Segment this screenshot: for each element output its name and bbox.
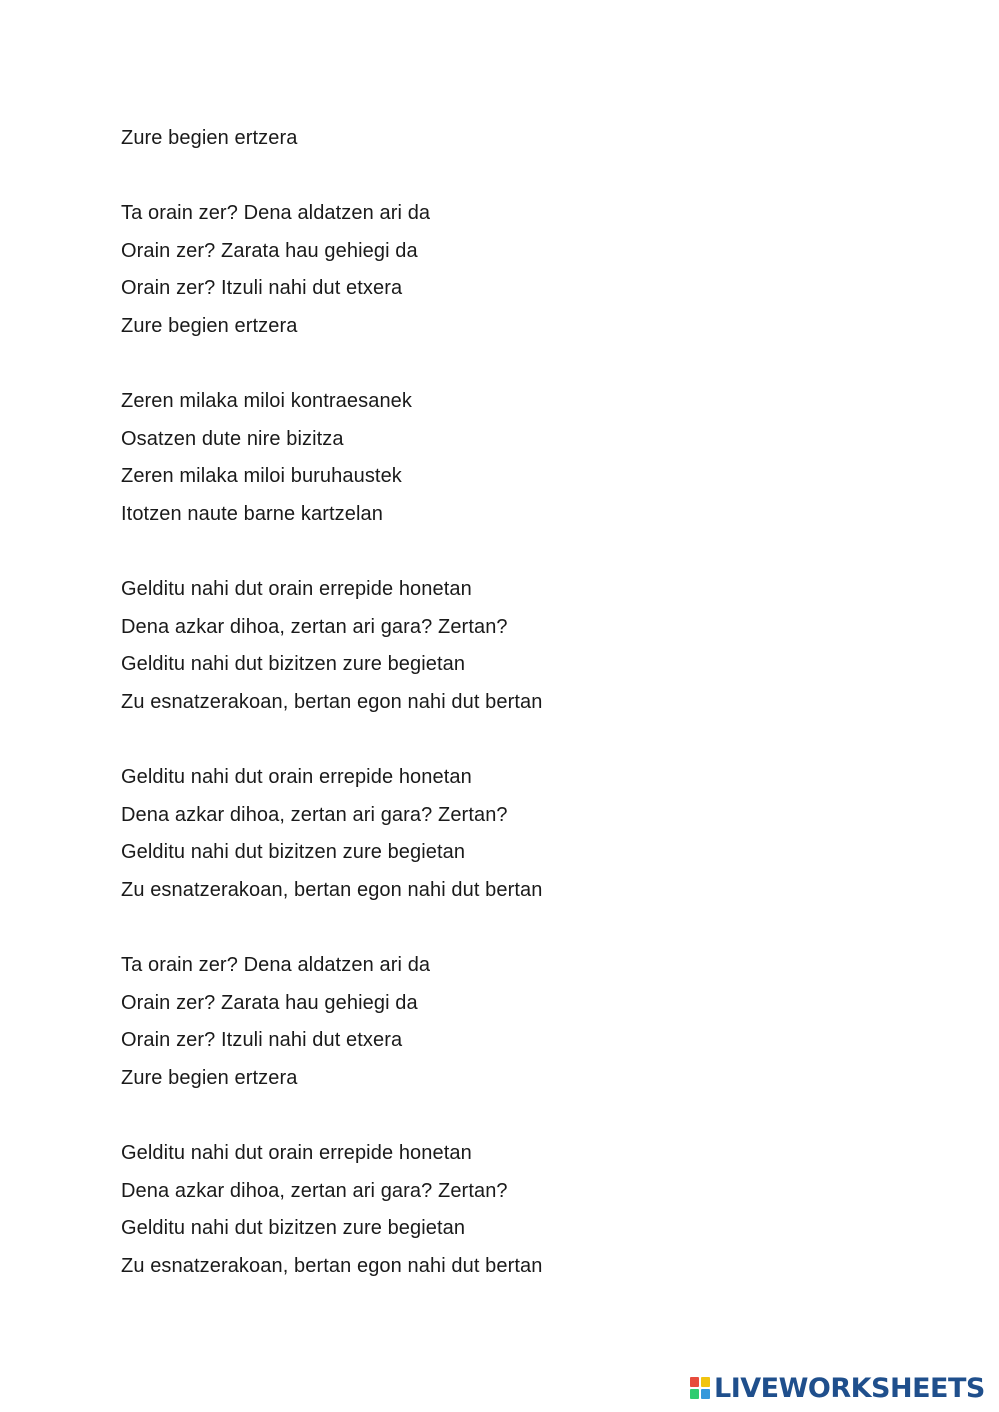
logo-mark-square xyxy=(701,1377,710,1387)
stanza-gap xyxy=(121,722,881,760)
lyric-line: Ta orain zer? Dena aldatzen ari da xyxy=(121,202,431,225)
lyric-line: Gelditu nahi dut orain errepide honetan xyxy=(121,1142,472,1165)
lyric-line: Orain zer? Itzuli nahi dut etxera xyxy=(121,277,403,300)
lyric-line: Zure begien ertzera xyxy=(121,127,298,149)
lyric-line: Zeren milaka miloi kontraesanek xyxy=(121,390,413,413)
stanza xyxy=(121,195,881,345)
lyric-line: Zu esnatzerakoan, bertan egon nahi dut bertan xyxy=(121,1254,543,1277)
stanza xyxy=(121,947,881,1097)
lyric-line: Zure begien ertzera xyxy=(121,1066,298,1089)
logo-mark-square xyxy=(701,1389,710,1399)
lyric-line: Dena azkar dihoa, zertan ari gara? Zertan? xyxy=(121,803,508,826)
stanza-gap xyxy=(121,1097,881,1135)
stanza-gap xyxy=(121,534,881,572)
lyric-line: Gelditu nahi dut bizitzen zure begietan xyxy=(121,1217,466,1240)
lyric-line: Zu esnatzerakoan, bertan egon nahi dut bertan xyxy=(121,690,543,713)
lyric-line: Orain zer? Itzuli nahi dut etxera xyxy=(121,1029,403,1052)
lyric-line: Gelditu nahi dut orain errepide honetan xyxy=(121,766,472,789)
lyric-line: Osatzen dute nire bizitza xyxy=(121,427,344,450)
lyrics-body xyxy=(121,120,881,1285)
lyric-line: Gelditu nahi dut orain errepide honetan xyxy=(121,578,472,601)
lyric-line: Gelditu nahi dut bizitzen zure begietan xyxy=(121,841,466,864)
lyric-line: Dena azkar dihoa, zertan ari gara? Zertan? xyxy=(121,615,508,638)
liveworksheets-logo[interactable] xyxy=(690,1370,985,1406)
lyric-line: Orain zer? Zarata hau gehiegi da xyxy=(121,991,418,1014)
lyric-line: Zeren milaka miloi buruhaustek xyxy=(121,465,402,488)
lyric-line: Orain zer? Zarata hau gehiegi da xyxy=(121,239,418,262)
stanza xyxy=(121,383,881,533)
stanza xyxy=(121,759,881,909)
lyric-line: Zu esnatzerakoan, bertan egon nahi dut bertan xyxy=(121,878,543,901)
logo-mark-square xyxy=(690,1389,699,1399)
liveworksheets-logo-icon xyxy=(690,1377,710,1399)
stanza xyxy=(121,1135,881,1285)
lyric-line: Gelditu nahi dut bizitzen zure begietan xyxy=(121,653,466,676)
stanza xyxy=(121,571,881,721)
lyric-line: Ta orain zer? Dena aldatzen ari da xyxy=(121,954,431,977)
lyric-line: Zure begien ertzera xyxy=(121,314,298,337)
lyric-line: Itotzen naute barne kartzelan xyxy=(121,502,383,525)
logo-mark-square xyxy=(690,1377,699,1387)
logo-text: LIVEWORKSHEETS xyxy=(714,1372,985,1404)
lyric-line: Dena azkar dihoa, zertan ari gara? Zertan? xyxy=(121,1179,508,1202)
stanza-gap xyxy=(121,909,881,947)
stanza-gap xyxy=(121,158,881,196)
stanza-gap xyxy=(121,346,881,384)
stanza xyxy=(121,120,881,158)
